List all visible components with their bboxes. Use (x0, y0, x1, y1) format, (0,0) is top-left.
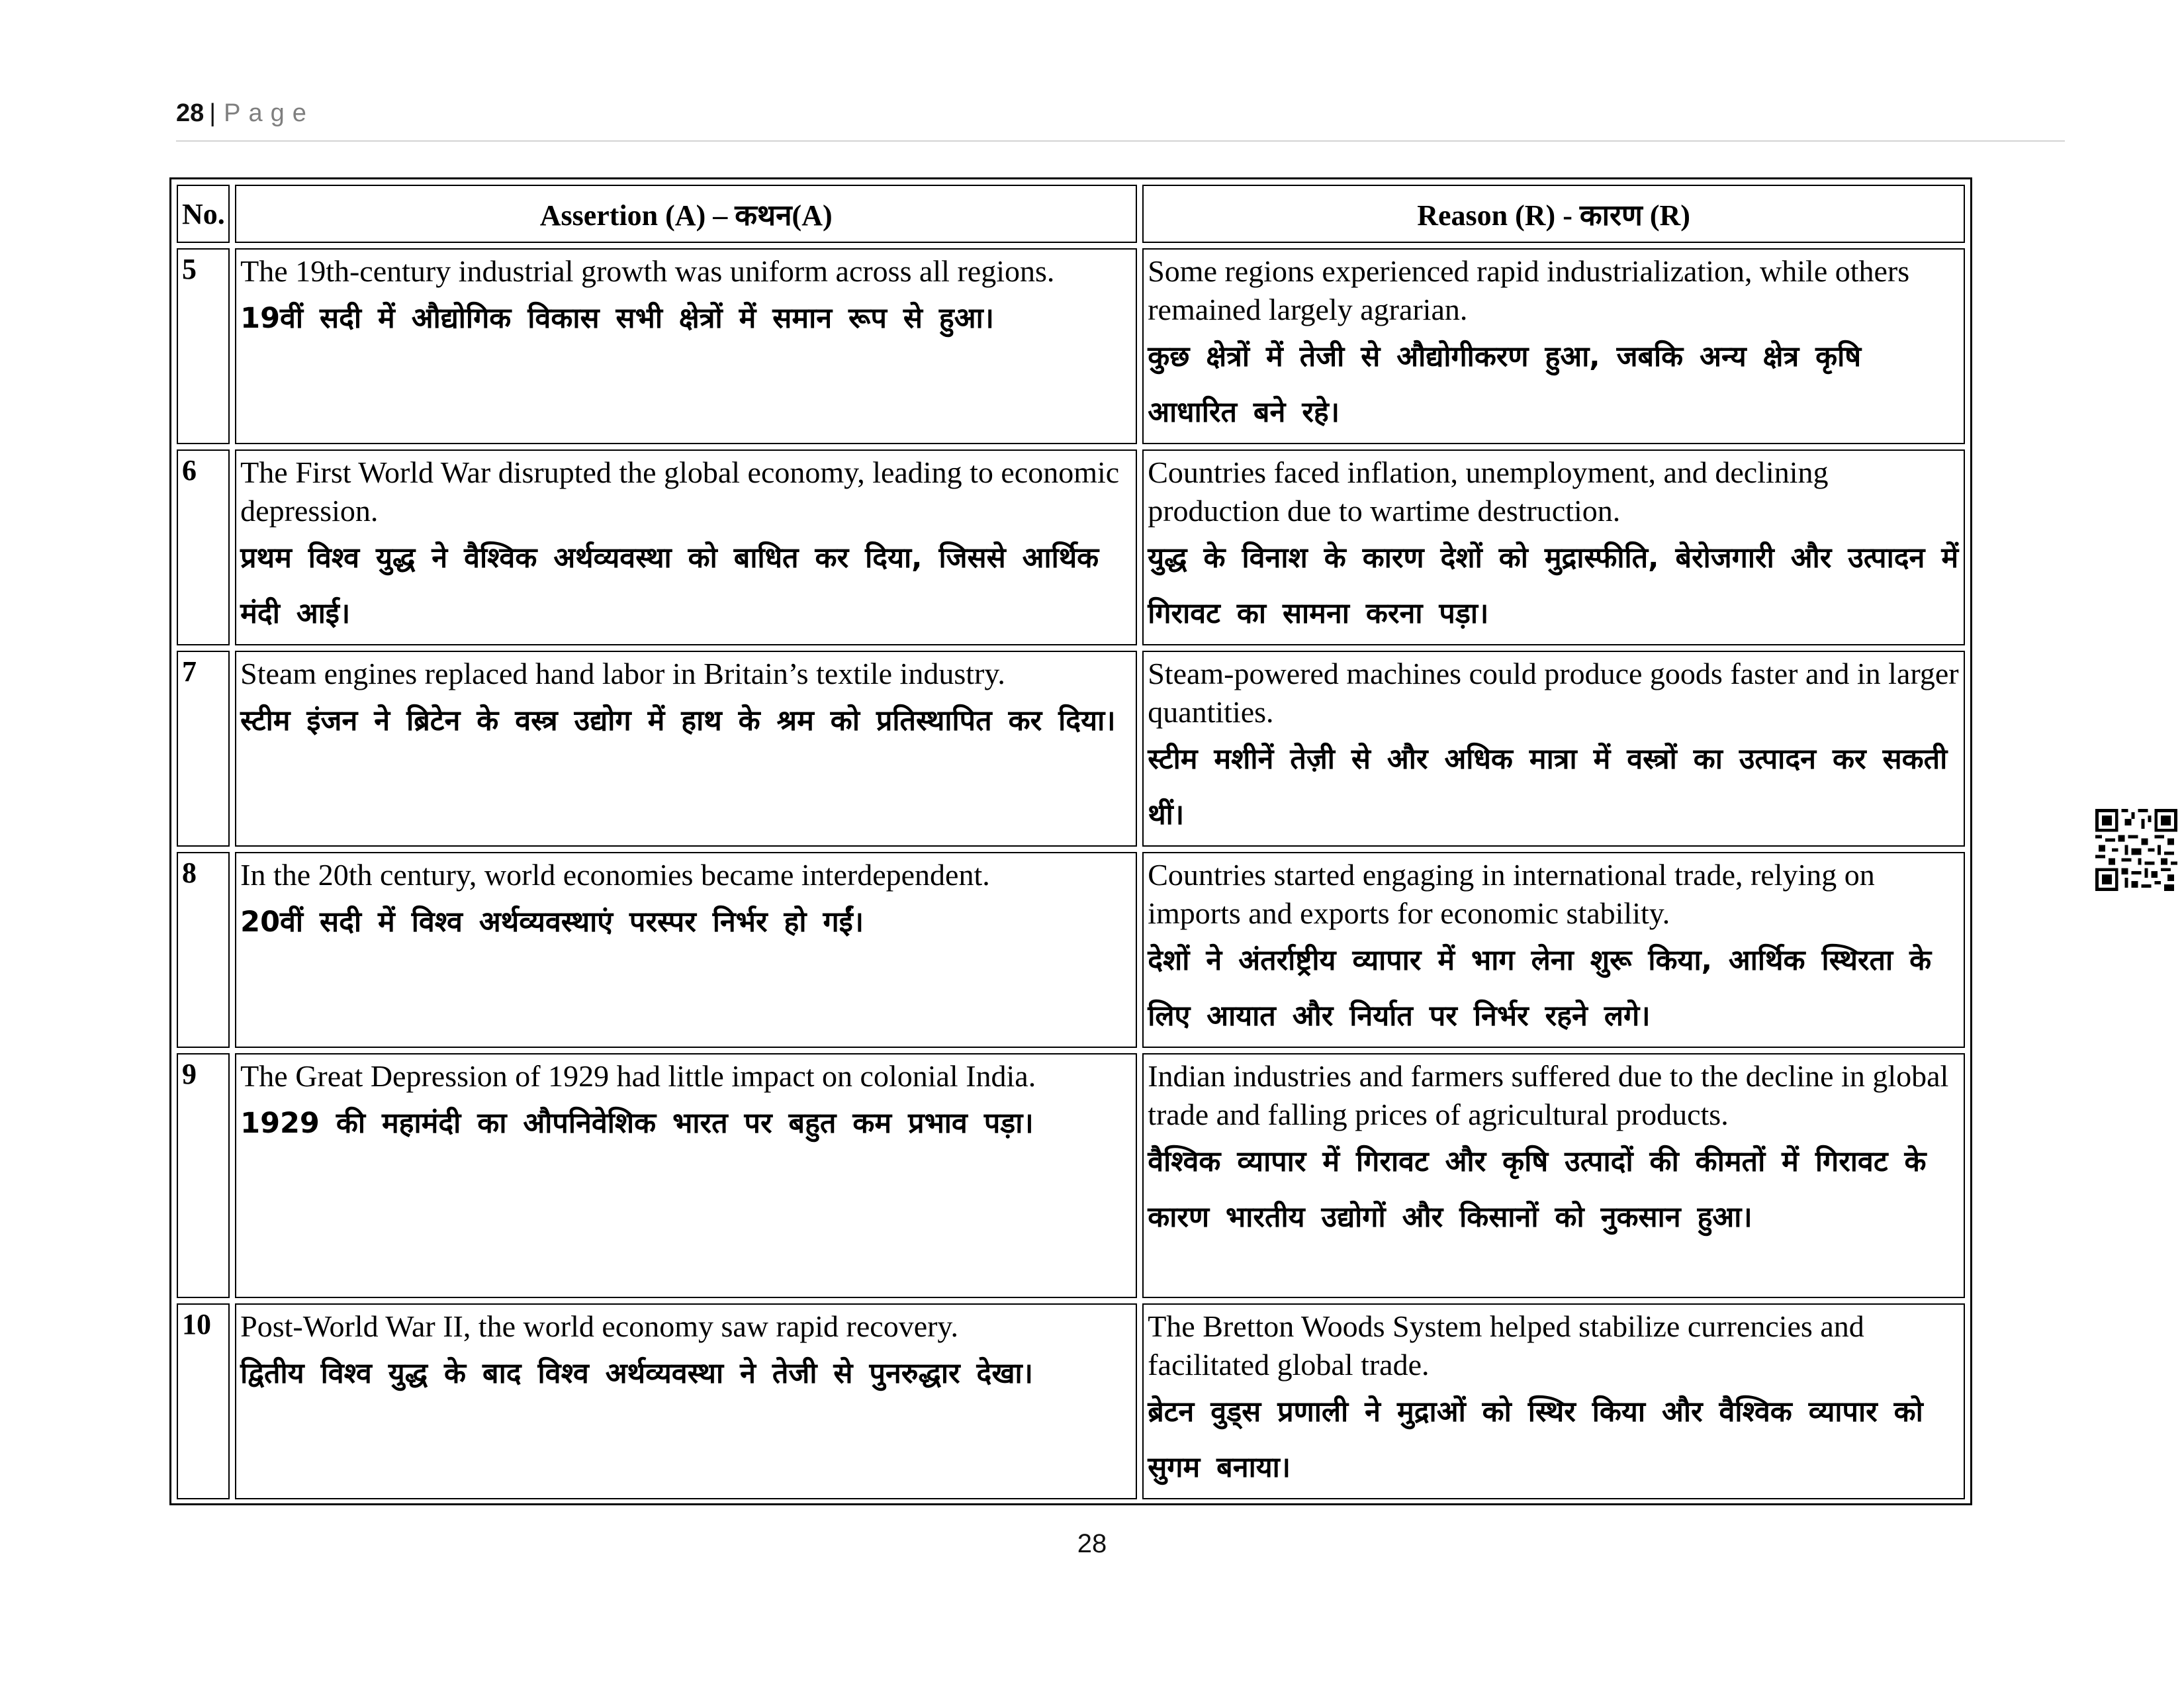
assertion-english: The 19th-century industrial growth was uniform across all regions. (240, 254, 1055, 288)
table-row (177, 852, 1965, 1048)
reason-english: Some regions experienced rapid industrialization, while others remained largely agrarian. (1148, 254, 1910, 326)
assertion-hindi: 19वीं सदी में औद्योगिक विकास सभी क्षेत्रों में समान रूप से हुआ। (240, 302, 994, 335)
column-header-no: No. (177, 185, 230, 243)
assertion-cell (235, 248, 1137, 444)
table-row (177, 248, 1965, 444)
reason-hindi: युद्ध के विनाश के कारण देशों को मुद्रास्फीति, बेरोजगारी और उत्पादन में गिरावट का सामना करना पड़ा। (1148, 541, 1959, 630)
reason-cell (1142, 1303, 1965, 1499)
table-row (177, 1303, 1965, 1499)
table-row (177, 1053, 1965, 1298)
row-number: 9 (177, 1053, 230, 1298)
column-header-assertion: Assertion (A) – कथन(A) (235, 185, 1137, 243)
table-row (177, 449, 1965, 645)
row-number: 7 (177, 651, 230, 847)
assertion-reason-table (169, 177, 1972, 1505)
assertion-cell (235, 1053, 1137, 1298)
row-number: 10 (177, 1303, 230, 1499)
assertion-hindi: स्टीम इंजन ने ब्रिटेन के वस्त्र उद्योग में हाथ के श्रम को प्रतिस्थापित कर दिया। (240, 704, 1116, 737)
assertion-cell (235, 651, 1137, 847)
header-page-number: 28 (176, 99, 205, 127)
assertion-cell (235, 852, 1137, 1048)
reason-cell (1142, 852, 1965, 1048)
reason-hindi: स्टीम मशीनें तेज़ी से और अधिक मात्रा में वस्त्रों का उत्पादन कर सकती थीं। (1148, 743, 1948, 831)
reason-hindi: ब्रेटन वुड्स प्रणाली ने मुद्राओं को स्थिर किया और वैश्विक व्यापार को सुगम बनाया। (1148, 1395, 1923, 1484)
qr-code-icon[interactable] (2095, 809, 2177, 891)
assertion-hindi: 20वीं सदी में विश्व अर्थव्यवस्थाएं परस्पर निर्भर हो गईं। (240, 906, 864, 939)
column-header-reason: Reason (R) - कारण (R) (1142, 185, 1965, 243)
reason-cell (1142, 1053, 1965, 1298)
reason-english: The Bretton Woods System helped stabilize currencies and facilitated global trade. (1148, 1309, 1864, 1382)
reason-english: Indian industries and farmers suffered due to the decline in global trade and falling prices of agricultural products. (1148, 1059, 1949, 1131)
reason-hindi: कुछ क्षेत्रों में तेजी से औद्योगीकरण हुआ, जबकि अन्य क्षेत्र कृषि आधारित बने रहे। (1148, 340, 1862, 429)
assertion-hindi: प्रथम विश्व युद्ध ने वैश्विक अर्थव्यवस्था को बाधित कर दिया, जिससे आर्थिक मंदी आई। (240, 541, 1099, 630)
assertion-english: Post-World War II, the world economy saw rapid recovery. (240, 1309, 958, 1343)
assertion-english: The Great Depression of 1929 had little impact on colonial India. (240, 1059, 1036, 1093)
reason-hindi: वैश्विक व्यापार में गिरावट और कृषि उत्पादों की कीमतों में गिरावट के कारण भारतीय उद्योगों और किसानों को नुकसान हुआ। (1148, 1145, 1927, 1234)
assertion-english: In the 20th century, world economies became interdependent. (240, 858, 990, 892)
table-header-row (177, 185, 1965, 243)
reason-cell (1142, 248, 1965, 444)
assertion-cell (235, 1303, 1137, 1499)
footer-page-number: 28 (1077, 1529, 1107, 1558)
reason-english: Countries started engaging in international trade, relying on imports and exports for economic stability. (1148, 858, 1875, 930)
row-number: 5 (177, 248, 230, 444)
header-separator: | (209, 99, 216, 127)
page-footer (0, 1529, 2184, 1559)
assertion-hindi: 1929 की महामंदी का औपनिवेशिक भारत पर बहुत कम प्रभाव पड़ा। (240, 1107, 1034, 1140)
assertion-cell (235, 449, 1137, 645)
assertion-english: The First World War disrupted the global economy, leading to economic depression. (240, 455, 1120, 528)
reason-english: Countries faced inflation, unemployment, and declining production due to wartime destruction. (1148, 455, 1829, 528)
row-number: 8 (177, 852, 230, 1048)
assertion-hindi: द्वितीय विश्व युद्ध के बाद विश्व अर्थव्यवस्था ने तेजी से पुनरुद्धार देखा। (240, 1357, 1033, 1390)
reason-hindi: देशों ने अंतर्राष्ट्रीय व्यापार में भाग लेना शुरू किया, आर्थिक स्थिरता के लिए आयात और निर्यात पर निर्भर रहने लगे। (1148, 944, 1932, 1033)
reason-english: Steam-powered machines could produce goods faster and in larger quantities. (1148, 657, 1959, 729)
page-header (176, 99, 2065, 142)
reason-cell (1142, 651, 1965, 847)
row-number: 6 (177, 449, 230, 645)
assertion-english: Steam engines replaced hand labor in Britain’s textile industry. (240, 657, 1005, 690)
reason-cell (1142, 449, 1965, 645)
table-row (177, 651, 1965, 847)
header-page-word: Page (224, 99, 314, 127)
